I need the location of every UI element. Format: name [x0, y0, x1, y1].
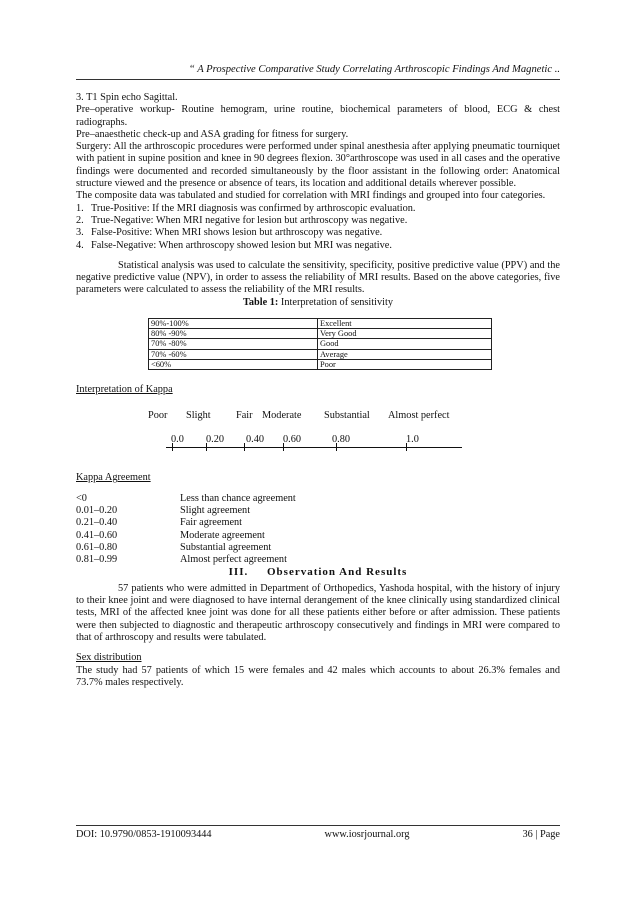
kappa-interpretation-heading: Interpretation of Kappa: [76, 384, 173, 396]
list-item: 0.61–0.80 Substantial agreement: [76, 541, 272, 553]
running-header: “ A Prospective Comparative Study Correlating Arthroscopic Findings And Magnetic ..: [188, 64, 560, 75]
footer-divider: [76, 825, 560, 826]
kappa-label-substantial: Substantial: [324, 410, 370, 422]
table-row: 70% -60% Average: [149, 349, 492, 359]
results-paragraph: 57 patients who were admitted in Department of Orthopedics, Yashoda hospital, with the history of injury to their knee joint and were diagnosed to have internal derangement of the knee clinically using standardized clinical tests, MRI of the affected knee joint was done for all these patients either before or after admission. These patients were then subjected to diagnostic and therapeutic arthroscopy consecutively and findings in MRI were compared to that of arthroscopy and results were tabulated.: [76, 582, 560, 643]
kappa-label-fair: Fair: [236, 410, 253, 422]
list-item: 0.81–0.99 Almost perfect agreement: [76, 554, 287, 566]
kappa-tick: [336, 443, 337, 451]
composite-paragraph: The composite data was tabulated and studied for correlation with MRI findings and grouped into four categories.: [76, 190, 546, 202]
page-body: [76, 92, 560, 689]
sequence-item-3: 3. T1 Spin echo Sagittal.: [76, 92, 178, 103]
statistical-paragraph: Statistical analysis was used to calculate the sensitivity, specificity, positive predictive value (PPV) and the negative predictive value (NPV), in order to assess the reliability of MRI results. Based on the above categories, five parameters were calculated to assess the reliability of the MRI results.: [76, 259, 560, 296]
kappa-label-moderate: Moderate: [262, 410, 302, 422]
kappa-label-slight: Slight: [186, 410, 211, 422]
kappa-value: 0.40: [246, 434, 265, 446]
preop-workup: Pre–operative workup- Routine hemogram, urine routine, biochemical parameters of blood, ECG & chest radiographs.: [76, 104, 560, 128]
sex-distribution-text: The study had 57 patients of which 15 were females and 42 males which accounts to about 26.3% females and 73.7% males respectively.: [76, 664, 560, 688]
category-item: 3. False-Positive: When MRI shows lesion but arthroscopy was negative.: [76, 227, 383, 239]
list-item: <0 Less than chance agreement: [76, 492, 296, 504]
list-item: 0.21–0.40 Fair agreement: [76, 517, 243, 529]
list-item: 0.41–0.60 Moderate agreement: [76, 529, 265, 541]
page-footer: [76, 829, 560, 840]
kappa-tick: [172, 443, 173, 451]
kappa-agreement-table: [76, 493, 560, 567]
table1-caption: Table 1: Interpretation of sensitivity: [242, 296, 394, 308]
list-item: 0.01–0.20 Slight agreement: [76, 504, 251, 516]
sex-distribution-heading: Sex distribution: [76, 652, 142, 664]
kappa-value: 0.80: [332, 434, 351, 446]
kappa-tick: [283, 443, 284, 451]
table-row: 80% -90% Very Good: [149, 329, 492, 339]
kappa-tick: [406, 443, 407, 451]
table-row: <60% Poor: [149, 359, 492, 369]
sensitivity-table: [148, 318, 492, 370]
kappa-tick: [206, 443, 207, 451]
kappa-value: 0.20: [206, 434, 225, 446]
footer-page-number: 36 | Page: [522, 829, 560, 840]
category-item: 2. True-Negative: When MRI negative for lesion but arthroscopy was negative.: [76, 214, 408, 226]
kappa-axis-line: [166, 447, 462, 448]
table-row: 90%-100% Excellent: [149, 319, 492, 329]
footer-website: www.iosrjournal.org: [324, 829, 410, 840]
category-item: 1. True-Positive: If the MRI diagnosis was confirmed by arthroscopic evaluation.: [76, 202, 416, 214]
kappa-label-poor: Poor: [148, 410, 168, 422]
category-list: [76, 203, 560, 252]
kappa-scale: [76, 410, 560, 466]
kappa-tick: [244, 443, 245, 451]
category-item: 4. False-Negative: When arthroscopy showed lesion but MRI was negative.: [76, 239, 392, 251]
footer-doi: DOI: 10.9790/0853-1910093444: [76, 829, 212, 840]
surgery-paragraph: Surgery: All the arthroscopic procedures were performed under spinal anesthesia after applying pneumatic tourniquet with patient in supine position and knee in 90 degrees flexion. 30°arthroscope was used in all cases and the operative findings were documented and recorded simultaneously by the floor assistant in the following order: Anatomical structure viewed and the presence or absence of tears, its location and additional details wherever possible.: [76, 141, 560, 190]
table-row: 70% -80% Good: [149, 339, 492, 349]
preanaesthetic-checkup: Pre–anaesthetic check-up and ASA grading for fitness for surgery.: [76, 128, 349, 140]
kappa-value: 1.0: [406, 434, 419, 446]
kappa-label-almost-perfect: Almost perfect: [388, 410, 450, 422]
kappa-value: 0.0: [171, 434, 184, 446]
kappa-agreement-heading: Kappa Agreement: [76, 472, 151, 484]
section-title: III. Observation And Results: [228, 566, 408, 579]
kappa-value: 0.60: [283, 434, 302, 446]
header-divider: [76, 79, 560, 80]
